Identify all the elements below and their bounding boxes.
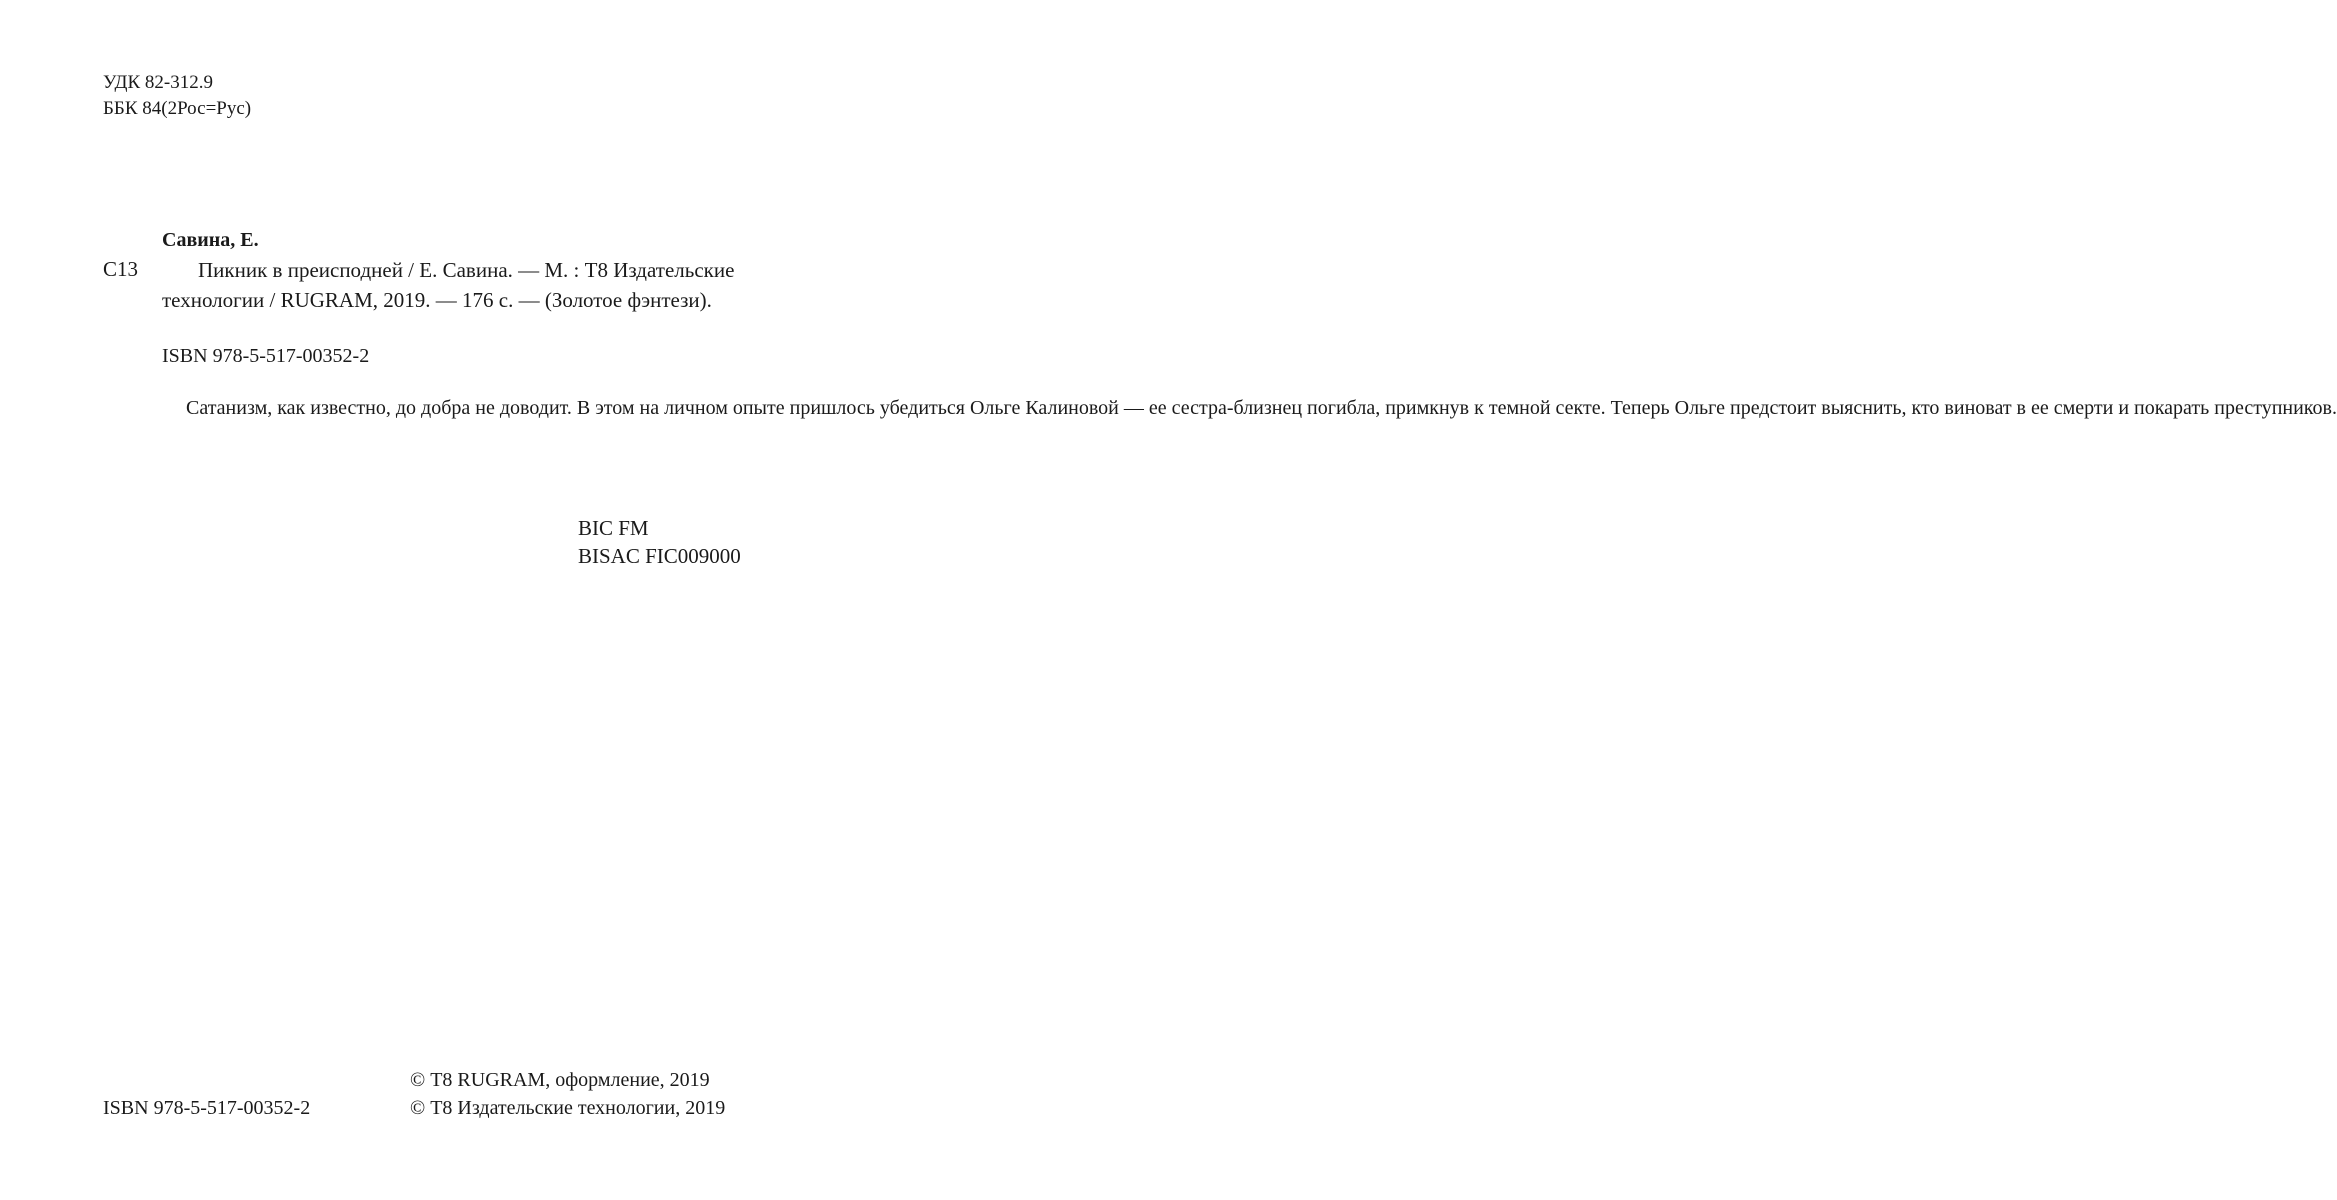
bbk-code: ББК 84(2Рос=Рус)	[103, 98, 252, 119]
copyright-block	[410, 1066, 725, 1122]
bisac-code: BISAC FIC009000	[578, 544, 741, 568]
udk-code: УДК 82-312.9	[103, 72, 213, 93]
bibliographic-record-line-2: технологии / RUGRAM, 2019. — 176 с. — (Золотое фэнтези).	[162, 288, 712, 312]
annotation-text: Сатанизм, как известно, до добра не доводит. В этом на личном опыте пришлось убедиться Ольге Калиновой — ее сестра-близнец погибла, примкнув к темной секте. Теперь Ольге предстоит выяснить, кто виноват в ее смерти и покарать преступников.	[186, 397, 2337, 419]
bibliographic-record	[162, 255, 765, 315]
isbn-record: ISBN 978-5-517-00352-2	[162, 345, 370, 367]
author-heading: Савина, Е.	[162, 229, 259, 251]
classification-block	[103, 70, 251, 122]
copyright-line-2: © Т8 Издательские технологии, 2019	[410, 1097, 726, 1119]
author-mark: С13	[103, 257, 139, 281]
subject-codes	[578, 514, 741, 570]
annotation	[162, 395, 2337, 421]
bibliographic-record-line-1: Пикник в преисподней / Е. Савина. — М. : Т8 Издательские	[198, 258, 735, 282]
copyright-line-1: © Т8 RUGRAM, оформление, 2019	[410, 1069, 710, 1091]
isbn-bottom: ISBN 978-5-517-00352-2	[103, 1097, 311, 1119]
bic-code: BIC FM	[578, 516, 649, 540]
